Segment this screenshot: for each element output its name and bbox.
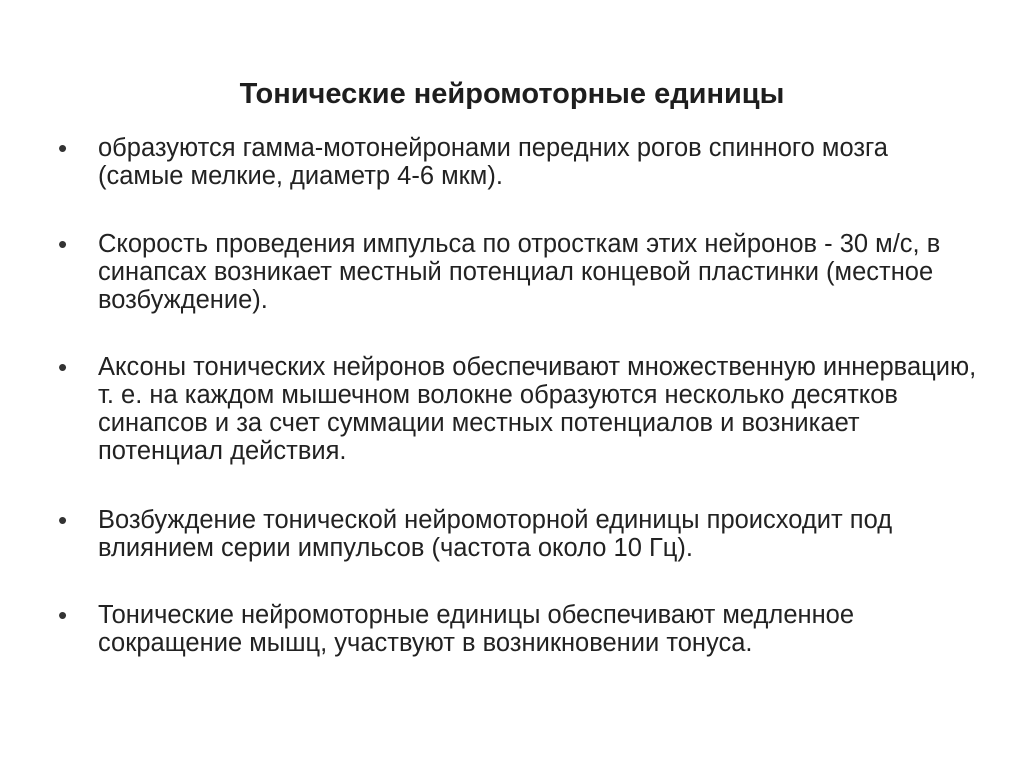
list-item-text: Аксоны тонических нейронов обеспечивают множественную иннервацию, т. е. на каждом мышечном волокне образуются несколько десятков синапсов и за счет суммации местных потенциалов и возникает потенциал действия. xyxy=(98,353,977,465)
list-item-text: Скорость проведения импульса по отросткам этих нейронов - 30 м/с, в синапсах возникает местный потенциал концевой пластинки (местное возбуждение). xyxy=(98,230,941,314)
slide-title: Тонические нейромоторные единицы xyxy=(239,78,785,110)
bullet-icon: • xyxy=(58,133,68,163)
list-item-text: Тонические нейромоторные единицы обеспечивают медленное сокращение мышц, участвуют в возникновении тонуса. xyxy=(98,601,855,657)
bullet-icon: • xyxy=(58,600,68,630)
list-item-text: образуются гамма-мотонейронами передних рогов спинного мозга (самые мелкие, диаметр 4-6 мкм). xyxy=(98,134,888,190)
bullet-icon: • xyxy=(58,352,68,382)
list-item-text: Возбуждение тонической нейромоторной единицы происходит под влиянием серии импульсов (частота около 10 Гц). xyxy=(98,506,893,562)
bullet-icon: • xyxy=(58,505,68,535)
bullet-icon: • xyxy=(58,229,68,259)
